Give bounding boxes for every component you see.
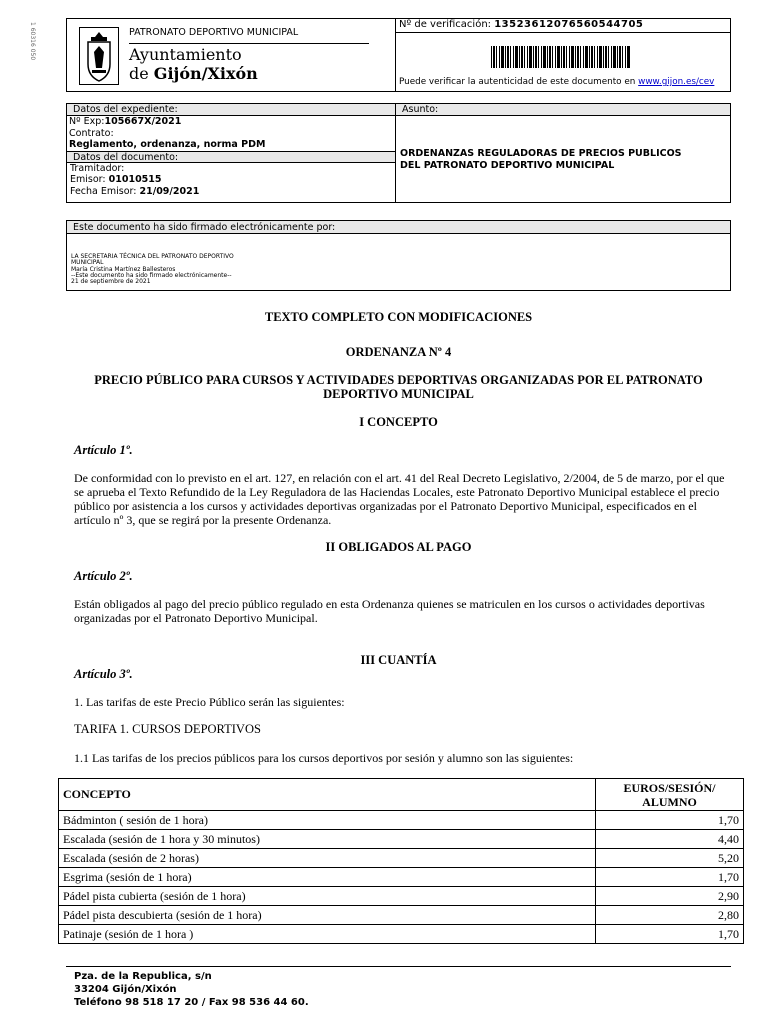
footer-divider	[66, 966, 731, 967]
section-cuantia: III CUANTÍA	[360, 653, 437, 667]
col-euros	[596, 779, 744, 811]
firma-line: MUNICIPAL	[71, 259, 104, 267]
table-row	[59, 868, 744, 887]
euros-cell: 4,40	[596, 830, 744, 849]
asunto-line2: DEL PATRONATO DEPORTIVO MUNICIPAL	[400, 160, 615, 171]
table-row	[59, 849, 744, 868]
articulo-1-text: De conformidad con lo previsto en el art. 127, en relación con el art. 41 del Real Decreto Legislativo, 2/2004, de 5 de marzo, por el que se aprueba el Texto Refundido de la Ley Reguladora de las Haciendas Locales, este Patronato Deportivo Municipal establece el precio público por asistencia a los cursos y actividades deportivas organizadas por el Patronato Deportivo Municipal, especificados en el artículo nº 3, que se regirá por la presente Ordenanza.	[74, 471, 725, 527]
tramitador-label: Tramitador:	[70, 162, 125, 174]
euros-cell: 1,70	[596, 811, 744, 830]
table-row	[59, 906, 744, 925]
title-precio-line2: DEPORTIVO MUNICIPAL	[323, 387, 474, 401]
verification-box	[395, 18, 731, 92]
ayuntamiento-title	[129, 45, 258, 83]
euros-cell: 2,90	[596, 887, 744, 906]
contrato-value	[67, 139, 395, 151]
concepto-cell: Patinaje (sesión de 1 hora )	[59, 925, 596, 944]
ayto-line2-city: Gijón/Xixón	[153, 64, 258, 83]
firma-line: LA SECRETARIA TÉCNICA DEL PATRONATO DEPORTIVO	[71, 253, 234, 260]
concepto-cell: Escalada (sesión de 2 horas)	[59, 849, 596, 868]
exp-value: 105667X/2021	[104, 116, 182, 127]
concepto-cell: Pádel pista cubierta (sesión de 1 hora)	[59, 887, 596, 906]
asunto-header: Asunto:	[396, 104, 730, 116]
firma-header: Este documento ha sido firmado electrónicamente por:	[67, 221, 730, 234]
euros-cell: 5,20	[596, 849, 744, 868]
expediente-box	[66, 103, 731, 203]
expediente-header: Datos del expediente:	[67, 104, 395, 116]
emisor-label: Emisor:	[70, 174, 109, 185]
firma-line: --Este documento ha sido firmado electrónicamente--	[71, 271, 232, 279]
exp-number-row	[67, 116, 395, 128]
euros-cell: 1,70	[596, 925, 744, 944]
fecha-row	[67, 186, 395, 198]
emisor-row	[67, 174, 395, 186]
col-concepto: CONCEPTO	[59, 779, 596, 811]
verif-number: 13523612076560544705	[494, 19, 644, 30]
table-row	[59, 925, 744, 944]
table-row	[59, 830, 744, 849]
firma-box	[66, 220, 731, 291]
firma-line: María Cristina Martínez Ballesteros	[71, 265, 176, 273]
col-euros-line2: ALUMNO	[642, 794, 697, 809]
articulo-1-heading: Artículo 1º.	[74, 443, 133, 457]
verif-note	[399, 77, 714, 87]
emisor-value: 01010515	[108, 174, 162, 185]
ayto-line2-prefix: de	[129, 64, 154, 83]
title-precio-publico	[66, 373, 731, 401]
side-code: 1 60316 050	[29, 22, 36, 61]
fecha-label: Fecha Emisor:	[70, 185, 140, 197]
firma-text	[71, 254, 234, 285]
contrato-value-text: Reglamento, ordenanza, norma PDM	[69, 139, 266, 150]
footer-city: 33204 Gijón/Xixón	[74, 984, 177, 995]
firma-line: 21 de septiembre de 2021	[71, 278, 151, 286]
barcode	[491, 46, 631, 68]
asunto-data	[396, 104, 730, 202]
section-obligados: II OBLIGADOS AL PAGO	[325, 540, 472, 554]
org-divider	[129, 43, 369, 44]
concepto-cell: Bádminton ( sesión de 1 hora)	[59, 811, 596, 830]
articulo-2-text: Están obligados al pago del precio público regulado en esta Ordenanza quienes se matriculen en los cursos o actividades deportivas organizadas por el Patronato Deportivo Municipal.	[74, 597, 705, 625]
articulo-3-heading: Artículo 3º.	[74, 667, 133, 681]
expediente-data	[67, 104, 396, 202]
header-org-box	[66, 18, 396, 92]
table-header-row	[59, 779, 744, 811]
documento-header: Datos del documento:	[67, 151, 395, 163]
verif-note-text: Puede verificar la autenticidad de este documento en	[399, 77, 639, 87]
concepto-cell: Pádel pista descubierta (sesión de 1 hora)	[59, 906, 596, 925]
verification-code	[399, 19, 643, 30]
col-euros-line1: EUROS/SESIÓN/	[623, 780, 716, 795]
table-row	[59, 811, 744, 830]
tarifa-1-heading: TARIFA 1. CURSOS DEPORTIVOS	[74, 722, 261, 736]
section-concepto: I CONCEPTO	[359, 415, 438, 429]
coat-of-arms-icon	[79, 27, 119, 85]
title-ordenanza: ORDENANZA Nº 4	[345, 345, 452, 359]
tarifas-table	[58, 778, 744, 944]
concepto-cell: Escalada (sesión de 1 hora y 30 minutos)	[59, 830, 596, 849]
fecha-value: 21/09/2021	[139, 185, 200, 197]
euros-cell: 2,80	[596, 906, 744, 925]
footer-street: Pza. de la Republica, s/n	[74, 971, 212, 982]
table-row	[59, 887, 744, 906]
asunto-text	[400, 148, 682, 172]
articulo-2-heading: Artículo 2º.	[74, 569, 133, 583]
title-precio-line1: PRECIO PÚBLICO PARA CURSOS Y ACTIVIDADES DEPORTIVAS ORGANIZADAS POR EL PATRONATO	[94, 373, 703, 387]
verif-link[interactable]: www.gijon.es/cev	[638, 77, 715, 87]
verif-divider	[395, 32, 730, 33]
item-1: 1. Las tarifas de este Precio Público serán las siguientes:	[74, 695, 345, 709]
concepto-cell: Esgrima (sesión de 1 hora)	[59, 868, 596, 887]
org-name: PATRONATO DEPORTIVO MUNICIPAL	[129, 27, 299, 38]
contrato-label: Contrato:	[69, 127, 114, 139]
footer-address	[74, 970, 309, 1009]
exp-label: Nº Exp:	[69, 116, 105, 127]
ayto-line1: Ayuntamiento	[129, 45, 242, 64]
title-texto-completo: TEXTO COMPLETO CON MODIFICACIONES	[264, 310, 533, 324]
euros-cell: 1,70	[596, 868, 744, 887]
item-1-1: 1.1 Las tarifas de los precios públicos para los cursos deportivos por sesión y alumno son las siguientes:	[74, 751, 574, 765]
footer-phone: Teléfono 98 518 17 20 / Fax 98 536 44 60.	[74, 997, 309, 1008]
verif-label: Nº de verificación:	[399, 19, 495, 30]
asunto-line1: ORDENANZAS REGULADORAS DE PRECIOS PUBLICOS	[400, 148, 682, 159]
